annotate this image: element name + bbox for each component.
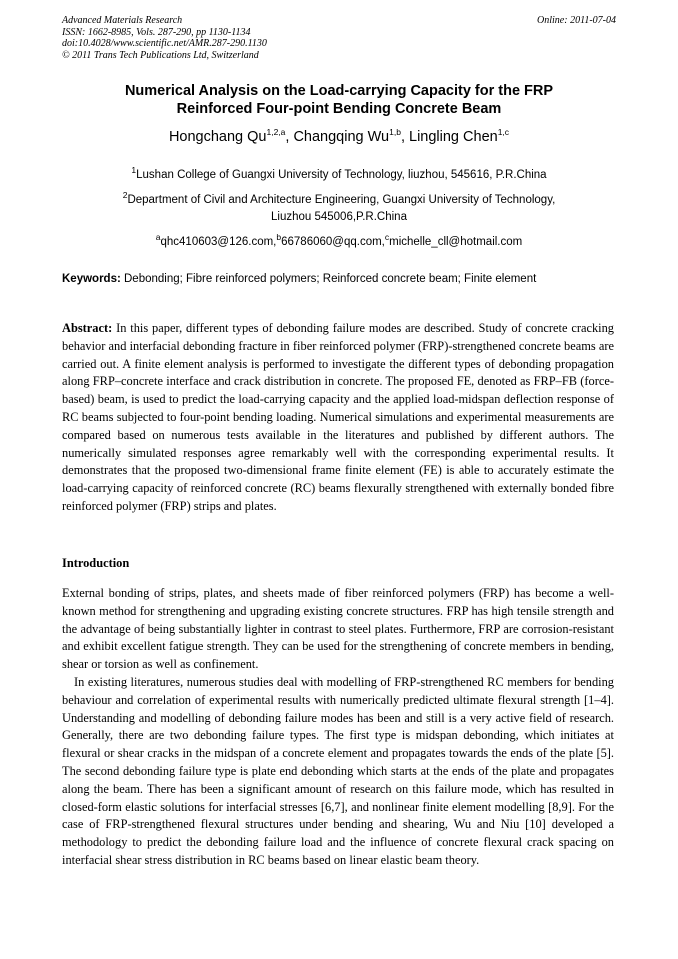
- paper-title: [62, 82, 616, 118]
- author-name: Changqing Wu: [293, 129, 390, 145]
- affiliation-sup: 2: [122, 190, 128, 201]
- intro-paragraph-1: External bonding of strips, plates, and sheets made of fiber reinforced polymers (FRP) has become a well-known method for strengthening and upgrading existing concrete structures. FRP has high tensile strength and the advantage of being substantially lighter in contrast to steel plates. Furthermore, FRP are corrosion-resistant and exhibit excellent fatigue strength. They can be used for the strengthening of concrete members in bending, shear or torsion as well as confinement.: [62, 586, 614, 672]
- intro-heading: Introduction: [62, 556, 130, 570]
- intro-paragraph-2: In existing literatures, numerous studies deal with modelling of FRP-strengthened RC members for bending behaviour and correlation of experimental results with numerically predicted ultimate flexural strength [1–4]. Understanding and modelling of debonding failure modes has been and still is a very active field of research. Generally, there are two debonding failure types. The first type is midspan debonding, which initiates at flexural or shear cracks in the midspan of a concrete element and propagates towards the ends of the plate [5]. The second debonding failure type is plate end debonding which starts at the ends of the plate and propagates along the beam. There has been a significant amount of research on this failure mode, which has resulted in closed-form elastic solutions for interfacial stresses [6,7], and nonlinear finite element modelling [8,9]. For the case of FRP-strengthened flexural structures under bending and shearing, Wu and Niu [10] developed a methodology to predict the debonding failure load and the influence of concrete flexural crack spacing on interfacial shear stress distribution in RC beams based on linear elastic beam theory.: [62, 674, 614, 867]
- copyright-line: © 2011 Trans Tech Publications Ltd, Switzerland: [62, 49, 259, 61]
- intro-body: [62, 585, 614, 870]
- author-sep: ,: [400, 129, 410, 145]
- email-link[interactable]: michelle_cll@hotmail.com: [389, 236, 523, 248]
- author-sup: 1,b: [389, 127, 401, 138]
- email-sup: b: [276, 232, 282, 243]
- affiliation-text: Department of Civil and Architecture Engineering, Guangxi University of Technology,: [127, 194, 556, 206]
- email-sup: c: [384, 232, 390, 243]
- affiliation-2: [62, 192, 616, 226]
- author-sep: ,: [285, 129, 294, 145]
- journal-header: [62, 15, 616, 61]
- doi-line: doi:10.4028/www.scientific.net/AMR.287-290.1130: [62, 38, 267, 49]
- email-list: [62, 234, 616, 251]
- online-date: Online: 2011-07-04: [537, 15, 616, 26]
- abstract: [62, 320, 614, 516]
- author-name: Lingling Chen: [409, 129, 498, 145]
- abstract-label: Abstract:: [62, 321, 113, 335]
- keywords-label: Keywords:: [62, 273, 121, 285]
- abstract-text: In this paper, different types of debonding failure modes are described. Study of concrete cracking behavior and interfacial debonding fracture in fiber reinforced polymer (FRP)-strengthened concrete beams are carried out. A finite element analysis is performed to investigate the different types of debonding propagation along FRP–concrete interface and crack distribution in concrete. The proposed FE, denoted as FRP–FB (force-based) beam, is used to predict the load-carrying capacity and the applied load-midspan deflection response of RC beams subjected to four-point bending loading. Numerical simulations and experimental measurements are compared based on numerous tests available in the literatures and published by different authors. The numerically simulated responses agree remarkably well with the corresponding experimental results. It demonstrates that the proposed two-dimensional frame finite element (FE) is able to accurately estimate the load-carrying capacity of reinforced concrete (RC) beams flexurally strengthened with externally bonded fibre reinforced polymer (FRP) strips and plates.: [62, 321, 614, 513]
- issn-line: ISSN: 1662-8985, Vols. 287-290, pp 1130-1134: [62, 26, 251, 38]
- journal-name: Advanced Materials Research: [62, 15, 183, 26]
- author-list: [62, 128, 616, 146]
- affiliation-sup: 1: [131, 165, 137, 176]
- keywords-text: Debonding; Fibre reinforced polymers; Reinforced concrete beam; Finite element: [124, 273, 537, 285]
- title-line-2: Reinforced Four-point Bending Concrete Beam: [176, 101, 502, 117]
- affiliation-1: [62, 167, 616, 184]
- email-link[interactable]: 66786060@qq.com,: [281, 236, 385, 248]
- affiliation-text: Lushan College of Guangxi University of Technology, liuzhou, 545616, P.R.China: [136, 169, 547, 181]
- keywords: [62, 271, 616, 288]
- email-link[interactable]: qhc410603@126.com,: [160, 236, 277, 248]
- author-sup: 1,2,a: [266, 127, 286, 138]
- email-sup: a: [155, 232, 161, 243]
- title-line-1: Numerical Analysis on the Load-carrying Capacity for the FRP: [124, 83, 554, 99]
- affiliation-text-2: Liuzhou 545006,P.R.China: [271, 211, 407, 223]
- author-name: Hongchang Qu: [168, 129, 267, 145]
- author-sup: 1,c: [497, 127, 510, 138]
